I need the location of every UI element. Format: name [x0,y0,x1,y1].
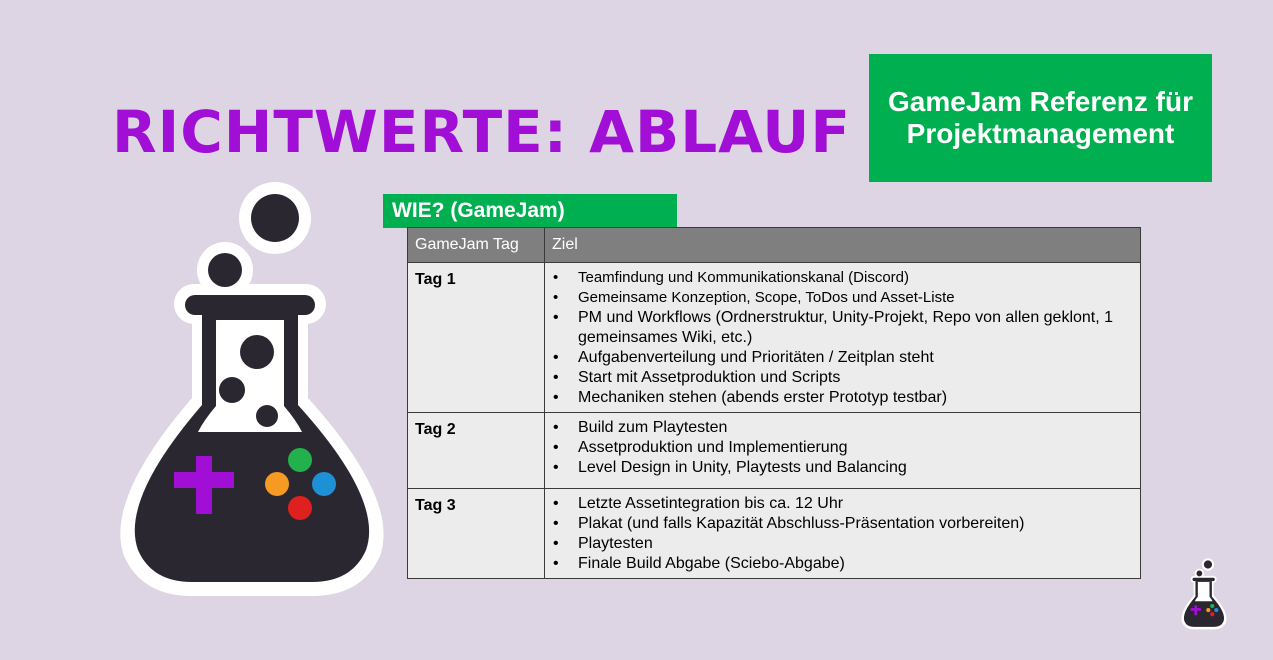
day-cell: Tag 2 [408,413,545,489]
list-item: • Level Design in Unity, Playtests und Balancing [553,458,1132,478]
list-item: • Aufgabenverteilung und Prioritäten / Zeitplan steht [553,348,1132,368]
list-item: • Playtesten [553,534,1132,554]
goal-cell [545,489,1141,579]
list-item: • Plakat (und falls Kapazität Abschluss-Präsentation vorbereiten) [553,514,1132,534]
table-row [408,263,1141,413]
badge-line-2: Projektmanagement [906,118,1175,149]
list-item: • Letzte Assetintegration bis ca. 12 Uhr [553,494,1132,514]
list-item: • Gemeinsame Konzeption, Scope, ToDos und Asset-Liste [553,288,1132,308]
table-row [408,489,1141,579]
corner-flask-icon [1178,558,1230,630]
reference-badge [869,54,1212,182]
list-item: • Teamfindung und Kommunikationskanal (Discord) [553,268,1132,288]
list-item: • Mechaniken stehen (abends erster Prototyp testbar) [553,388,1132,408]
table-row [408,413,1141,489]
flask-gamepad-icon [112,180,392,600]
header-day: GameJam Tag [408,228,545,263]
day-cell: Tag 1 [408,263,545,413]
list-item: • PM und Workflows (Ordnerstruktur, Unity-Projekt, Repo von allen geklont, 1 gemeinsames Wiki, etc.) [553,308,1132,348]
goal-cell [545,413,1141,489]
list-item: • Start mit Assetproduktion und Scripts [553,368,1132,388]
table-header-row [408,228,1141,263]
section-label: WIE? (GameJam) [383,194,677,228]
list-item: • Finale Build Abgabe (Sciebo-Abgabe) [553,554,1132,574]
header-goal: Ziel [545,228,1141,263]
day-cell: Tag 3 [408,489,545,579]
badge-line-1: GameJam Referenz für [887,86,1193,117]
list-item: • Assetproduktion und Implementierung [553,438,1132,458]
slide-title: RICHTWERTE: ABLAUF [112,98,852,166]
schedule-table [407,227,1141,579]
list-item: • Build zum Playtesten [553,418,1132,438]
goal-cell [545,263,1141,413]
